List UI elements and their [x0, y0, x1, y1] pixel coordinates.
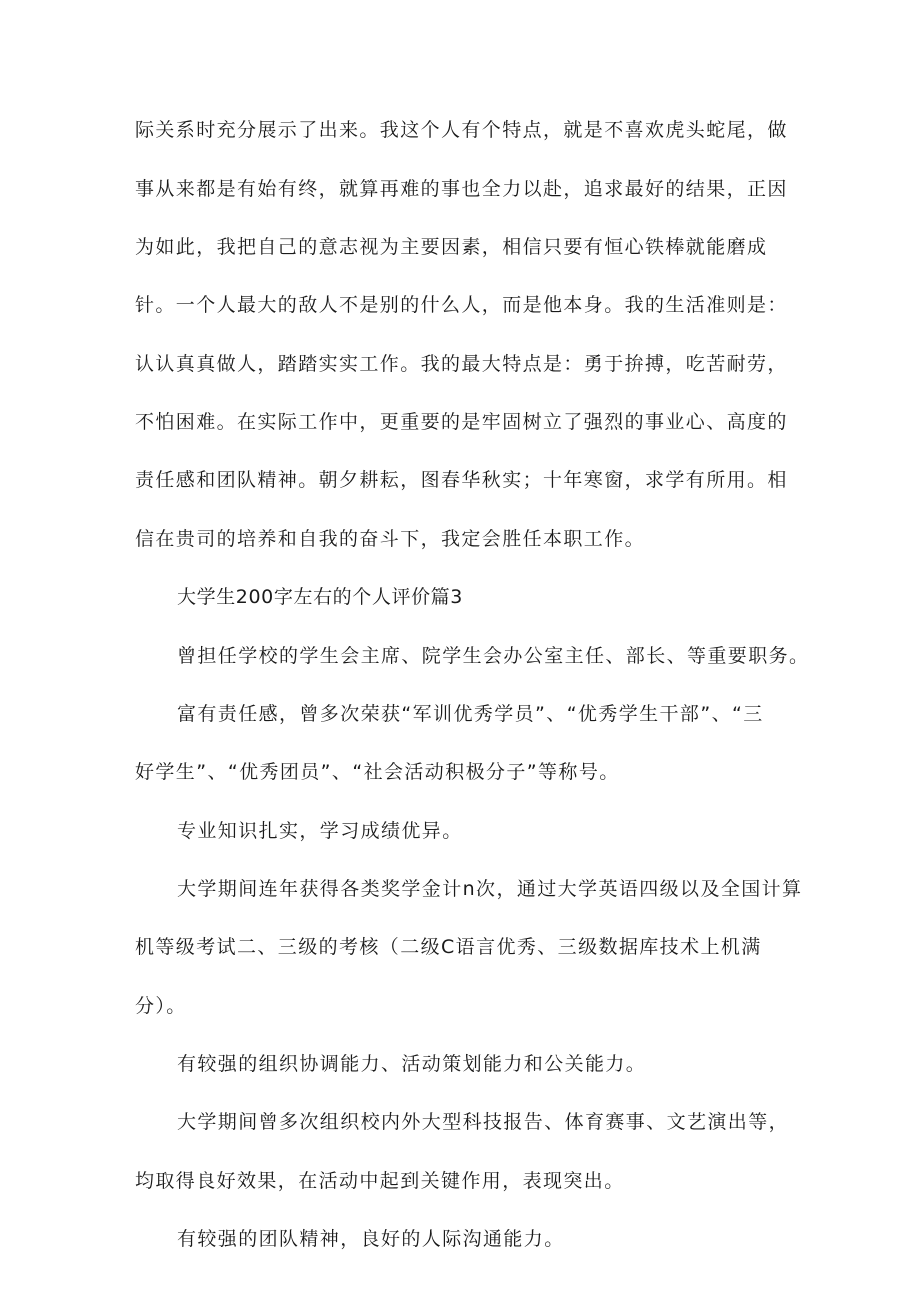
- paragraph-line: 认认真真做人，踏踏实实工作。我的最大特点是：勇于拚搏，吃苦耐劳，: [135, 353, 788, 375]
- paragraph-line: 分）。: [135, 995, 187, 1017]
- paragraph-line: 际关系时充分展示了出来。我这个人有个特点，就是不喜欢虎头蛇尾，做: [135, 119, 788, 141]
- paragraph-line: 不怕困难。在实际工作中，更重要的是牢固树立了强烈的事业心、高度的: [135, 411, 788, 433]
- paragraph-line: 信在贵司的培养和自我的奋斗下，我定会胜任本职工作。: [135, 528, 646, 550]
- paragraph-line: 曾担任学校的学生会主席、院学生会办公室主任、部长、等重要职务。: [177, 645, 810, 667]
- paragraph-line: 为如此，我把自己的意志视为主要因素，相信只要有恒心铁棒就能磨成: [135, 236, 768, 258]
- paragraph-line: 均取得良好效果，在活动中起到关键作用，表现突出。: [135, 1170, 625, 1192]
- paragraph-line: 机等级考试二、三级的考核（二级C语言优秀、三级数据库技术上机满: [135, 936, 762, 958]
- paragraph-line: 好学生”、“优秀团员”、“社会活动积极分子”等称号。: [135, 761, 620, 783]
- paragraph-line: 有较强的组织协调能力、活动策划能力和公关能力。: [177, 1053, 647, 1075]
- paragraph-line: 富有责任感，曾多次荣获“军训优秀学员”、“优秀学生干部”、“三: [177, 703, 764, 725]
- paragraph-line: 大学期间连年获得各类奖学金计n次，通过大学英语四级以及全国计算: [177, 878, 803, 900]
- paragraph-line: 事从来都是有始有终，就算再难的事也全力以赴，追求最好的结果，正因: [135, 178, 788, 200]
- paragraph-line: 有较强的团队精神，良好的人际沟通能力。: [177, 1228, 565, 1250]
- paragraph-line: 责任感和团队精神。朝夕耕耘，图春华秋实；十年寒窗，求学有所用。相: [135, 469, 788, 491]
- section-heading: 大学生200字左右的个人评价篇3: [177, 586, 463, 608]
- paragraph-line: 大学期间曾多次组织校内外大型科技报告、体育赛事、文艺演出等，: [177, 1111, 790, 1133]
- paragraph-line: 专业知识扎实，学习成绩优异。: [177, 820, 463, 842]
- paragraph-line: 针。一个人最大的敌人不是别的什么人，而是他本身。我的生活准则是：: [135, 294, 788, 316]
